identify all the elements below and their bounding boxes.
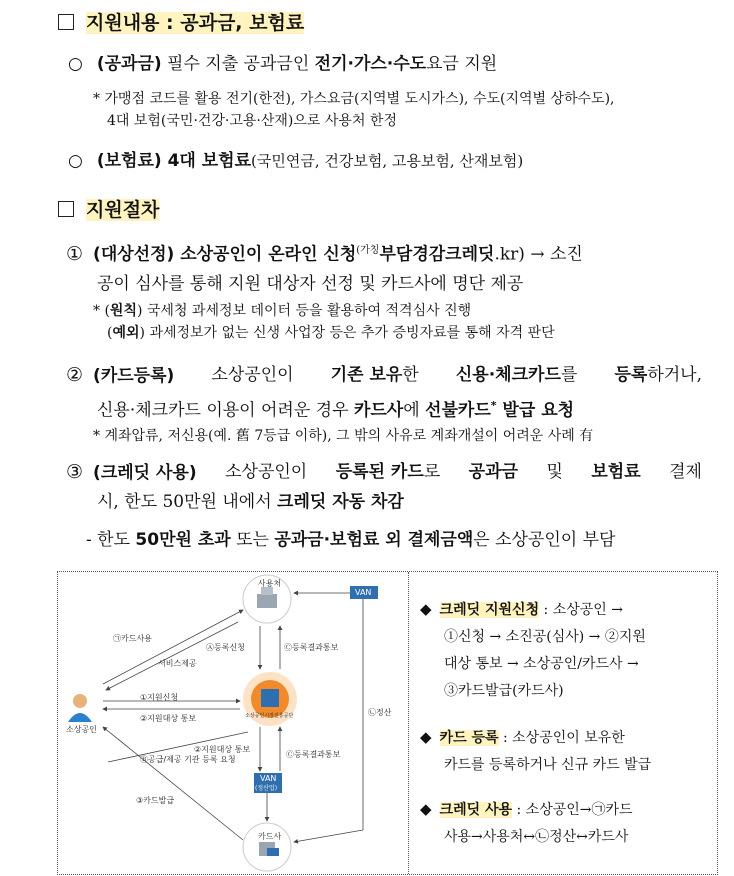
arrow-label-card-use: ㉠카드사용 xyxy=(113,634,152,643)
arrow-label-settlement: ㉡정산 xyxy=(368,708,392,717)
process-diagram xyxy=(57,571,718,875)
step-2: ② (카드등록) 소상공인이 기존 보유한 신용·체크카드를 등록하거나, 신용·체크카드 이용이 어려운 경우 카드사에 선불카드* 발급 요청 xyxy=(66,364,702,421)
arrow-label-register-result-2: Ⓒ등록결과통보 xyxy=(286,750,341,759)
step-1: ① (대상선정) 소상공인이 온라인 신청$^{(가칭}$부담경감크레딧.kr) → 소진 공이 심사를 통해 지원 대상자 선정 및 카드사에 명단 제공 xyxy=(66,242,583,294)
arrow-label-register-result: Ⓒ등록결과통보 xyxy=(284,643,339,652)
flow-diagram-svg xyxy=(58,572,408,874)
arrow-label-notify-card: ②지원대상 통보 xyxy=(194,745,251,754)
step-2-note: * 계좌압류, 저신용(예. 舊 7등급 이하), 그 밖의 사유로 계좌개설이 어려운 사례 有 xyxy=(93,428,594,444)
arrow-label-card-issue: ③카드발급 xyxy=(136,796,175,805)
step-3: ③ (크레딧 사용) 소상공인이 등록된 카드로 공과금 및 보험료 결제 시, 한도 50만원 내에서 크레딧 자동 차감 xyxy=(66,461,702,512)
section-title-procedure: 지원절차 xyxy=(58,195,159,222)
summary-apply: ◆ 크레딧 지원신청 : 소상공인 → ①신청 → 소진공(심사) → ②지원 대상 통보 → 소상공인/카드사 → ③카드발급(카드사) xyxy=(420,600,646,699)
label-van-sub: (정산업) xyxy=(255,785,278,792)
checkbox-icon xyxy=(58,14,74,30)
arrow-label-notify: ②지원대상 통보 xyxy=(140,714,197,723)
label-van: VAN xyxy=(355,588,372,597)
section-title-support: 지원내용 : 공과금, 보험료 xyxy=(58,8,304,35)
diagram-divider xyxy=(408,572,409,874)
checkbox-icon xyxy=(58,201,74,217)
arrow-label-register: Ⓐ등록신청 xyxy=(206,643,245,652)
note-utilities: * 가맹점 코드를 활용 전기(한전), 가스요금(지역별 도시가스), 수도(지역별 상하수도), 4대 보험(국민·건강·고용·산재)으로 사용처 한정 xyxy=(93,91,615,129)
limit-note: - 한도 50만원 초과 또는 공과금·보험료 외 결제금액은 소상공인이 부담 xyxy=(86,530,616,550)
label-card-company: 카드사 xyxy=(258,832,282,841)
summary-card-register: ◆ 카드 등록 : 소상공인이 보유한 카드를 등록하거나 신규 카드 발급 xyxy=(420,728,652,773)
item-insurance: ○ (보험료) 4대 보험료(국민연금, 건강보험, 고용보험, 산재보험) xyxy=(68,151,524,171)
item-utilities: ○ (공과금) 필수 지출 공과금인 전기·가스·수도요금 지원 xyxy=(68,54,498,74)
summary-credit-use: ◆ 크레딧 사용 : 소상공인→㉠카드 사용→사용처↔㉡정산↔카드사 xyxy=(420,800,633,845)
label-van-center: VAN xyxy=(260,774,277,783)
step-1-notes: * (원칙) 국세청 과세정보 데이터 등을 활용하여 적격심사 진행 (예외) 과세정보가 없는 신생 사업장 등은 추가 증빙자료를 통해 자격 판단 xyxy=(93,303,555,341)
label-agency: 소상공인시장진흥공단 xyxy=(245,713,294,719)
label-small-business: 소상공인 xyxy=(66,725,97,734)
label-merchant: 사용처 xyxy=(258,579,282,588)
arrow-label-provider: Ⓑ공급/제공 기관 등록 요청 xyxy=(140,755,236,764)
arrow-label-apply: ①지원신청 xyxy=(140,693,179,702)
arrow-label-service: 서비스제공 xyxy=(158,659,197,668)
